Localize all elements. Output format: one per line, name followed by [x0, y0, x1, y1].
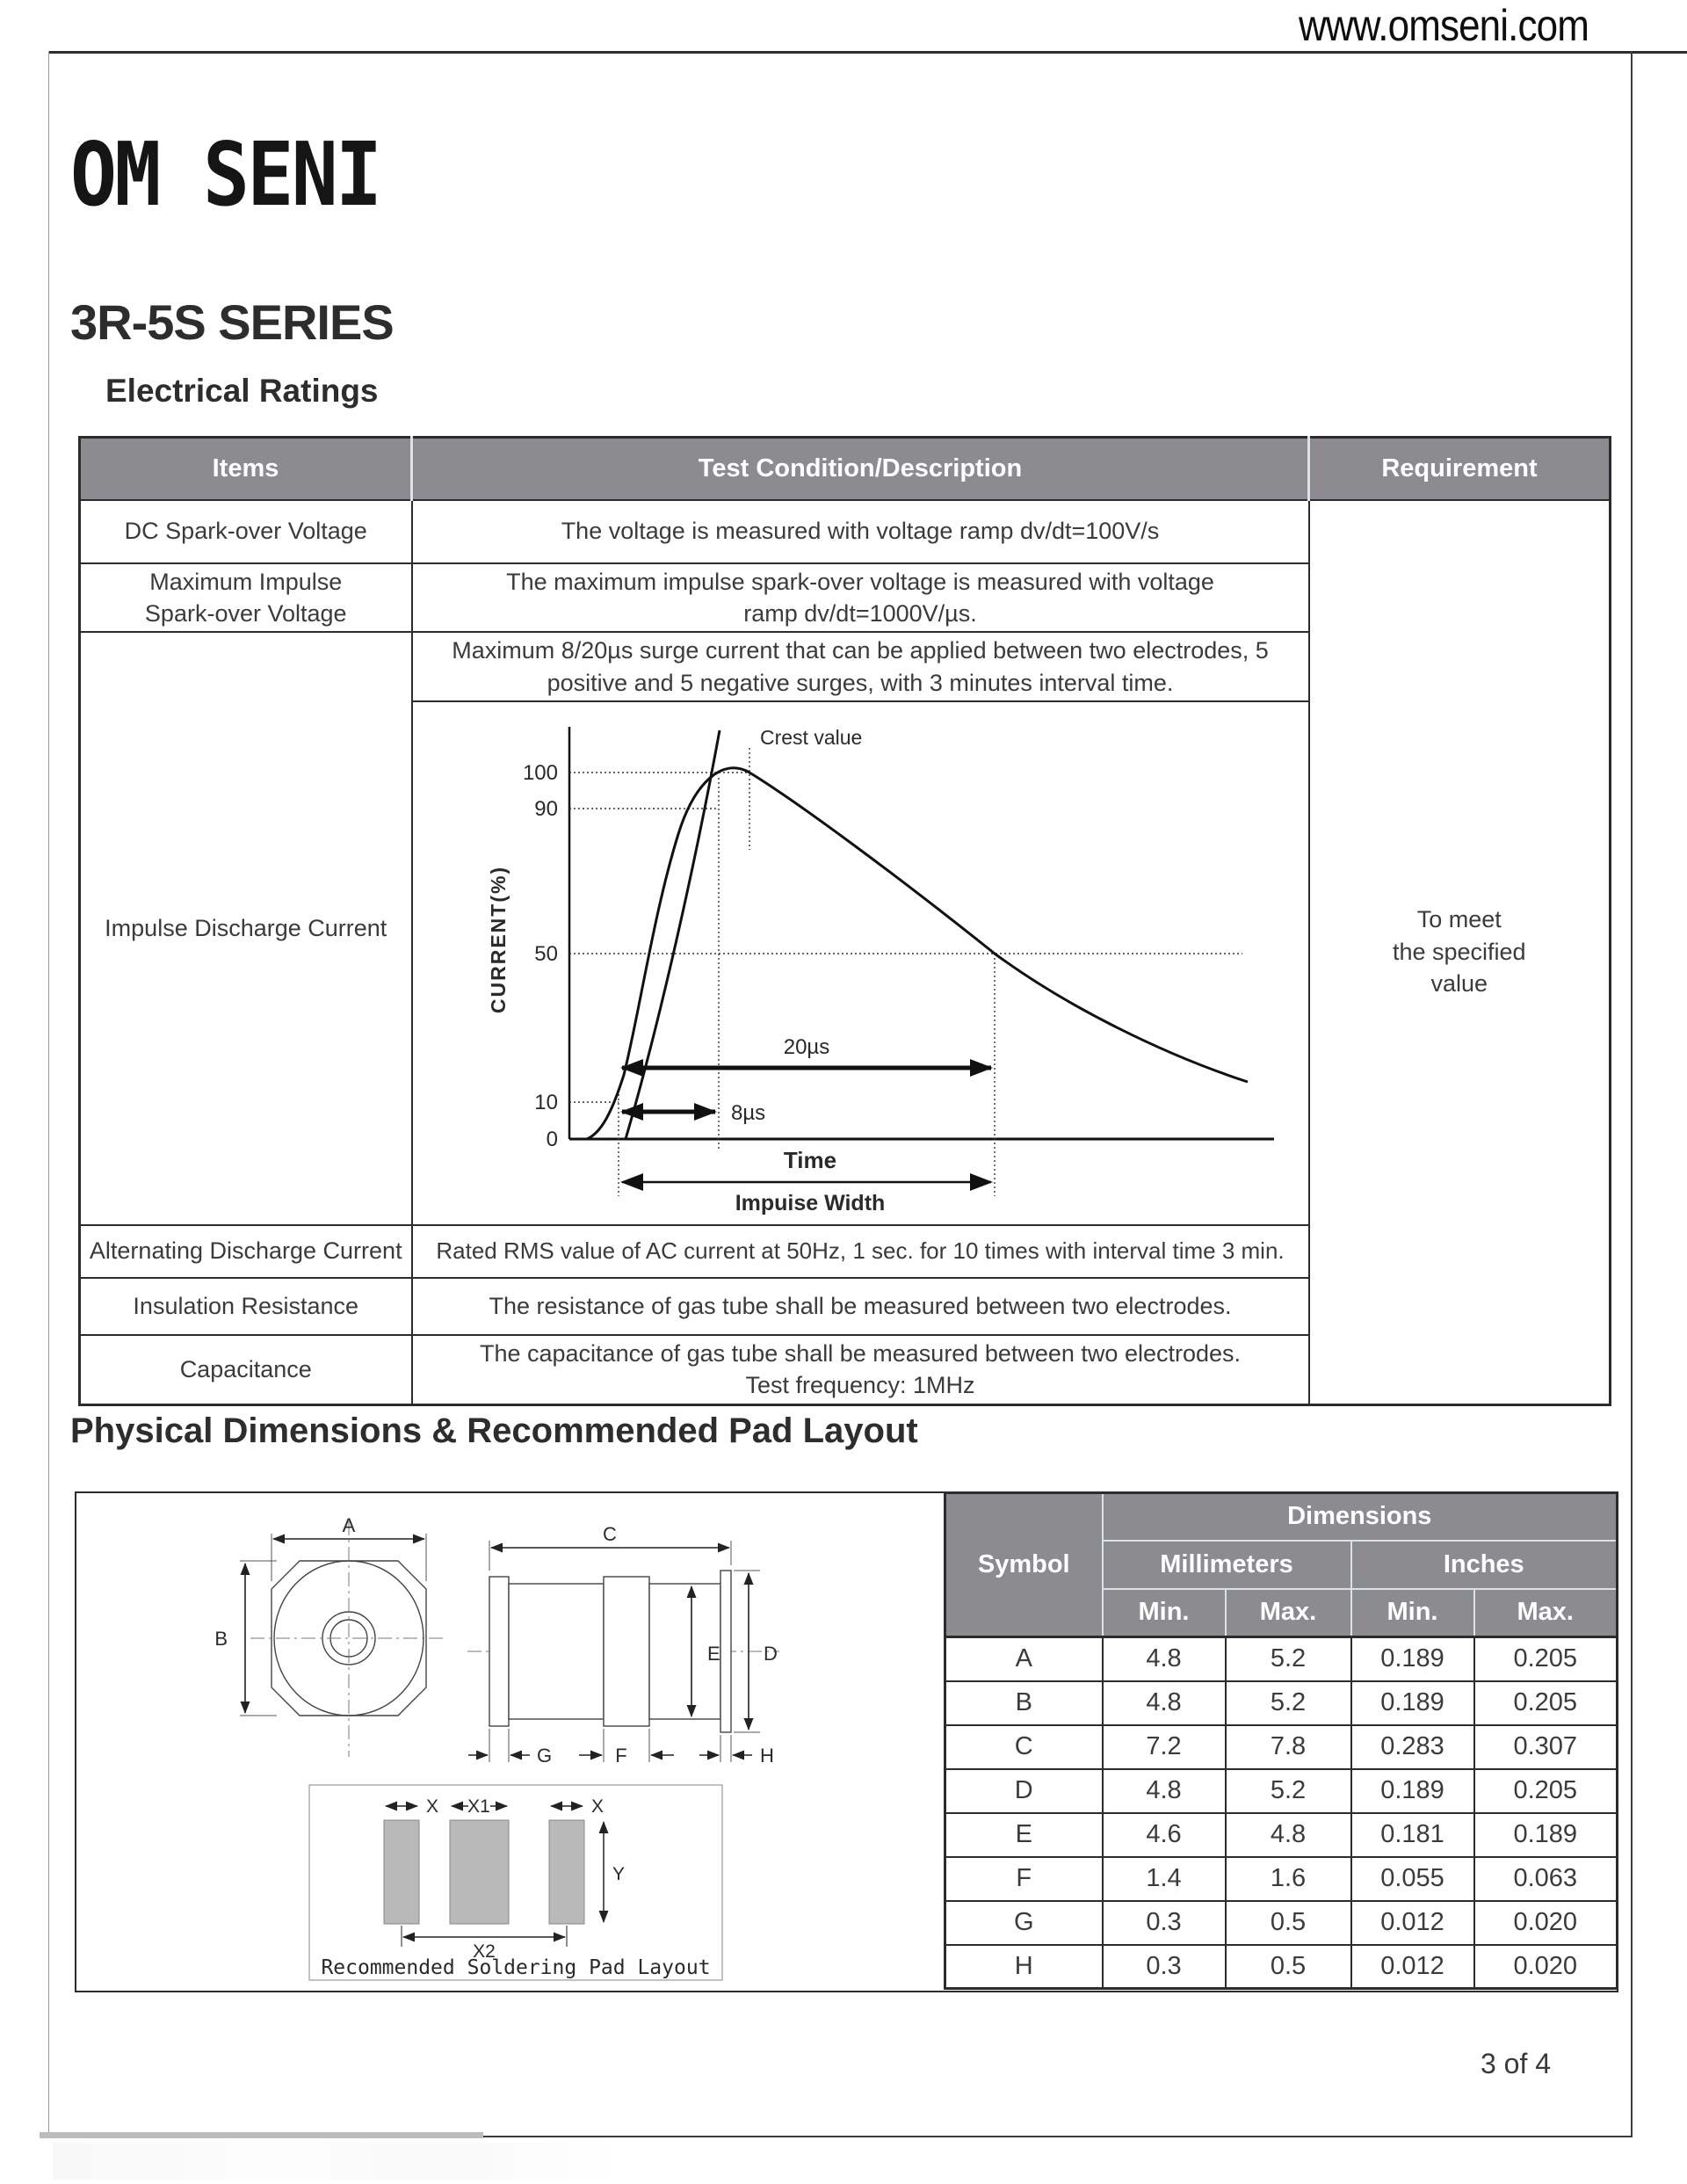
page-number: 3 of 4	[1480, 2048, 1552, 2079]
ytick-90: 90	[533, 797, 558, 822]
col-header-requirement: Requirement	[1309, 438, 1611, 500]
dim-symbol: D	[945, 1769, 1103, 1813]
dim-mm-max: 1.6	[1226, 1857, 1351, 1901]
dim-in-min: 0.055	[1351, 1857, 1474, 1901]
col-header-items: Items	[80, 438, 412, 500]
dim-mm-min: 0.3	[1103, 1901, 1226, 1945]
crest-value-label: Crest value	[759, 726, 862, 750]
dim-symbol: A	[945, 1637, 1103, 1681]
dim-label-f: F	[615, 1745, 627, 1767]
table-row	[945, 1945, 1618, 1989]
ratings-header-row	[80, 438, 1611, 500]
dims-header-in-max: Max.	[1474, 1589, 1618, 1637]
desc-impulse-discharge	[412, 632, 1309, 701]
item-impulse-discharge: Impulse Discharge Current	[80, 632, 412, 1224]
series-title: 3R-5S SERIES	[70, 294, 394, 350]
ytick-10: 10	[533, 1091, 558, 1115]
dim-symbol: E	[945, 1813, 1103, 1857]
item-line: Maximum Impulse	[149, 568, 343, 595]
dim-mm-min: 4.8	[1103, 1681, 1226, 1725]
dim-label-a: A	[342, 1514, 356, 1536]
website-url: www.omseni.com	[1299, 1, 1589, 50]
dims-header-mm-min: Min.	[1103, 1589, 1226, 1637]
item-dc-sparkover: DC Spark-over Voltage	[80, 500, 412, 563]
y-axis-label: CURRENT(%)	[486, 866, 510, 1014]
dim-mm-max: 5.2	[1226, 1681, 1351, 1725]
dim-mm-min: 1.4	[1103, 1857, 1226, 1901]
dim-mm-max: 0.5	[1226, 1901, 1351, 1945]
dim-mm-max: 4.8	[1226, 1813, 1351, 1857]
dims-header-mm-max: Max.	[1226, 1589, 1351, 1637]
dims-header-symbol: Symbol	[945, 1493, 1103, 1637]
dim-symbol: H	[945, 1945, 1103, 1989]
dim-in-max: 0.205	[1474, 1681, 1618, 1725]
dim-symbol: C	[945, 1725, 1103, 1769]
table-row	[80, 500, 1611, 563]
pad-label-x: X	[591, 1796, 605, 1817]
pad-layout-caption: Recommended Soldering Pad Layout	[321, 1956, 711, 1979]
dim-symbol: F	[945, 1857, 1103, 1901]
dim-label-c: C	[603, 1523, 617, 1545]
table-row	[945, 1637, 1618, 1681]
table-row	[945, 1857, 1618, 1901]
dim-in-min: 0.283	[1351, 1725, 1474, 1769]
x-axis-label: Time	[783, 1147, 836, 1174]
dim-in-min: 0.181	[1351, 1813, 1474, 1857]
dim-label-d: D	[764, 1643, 778, 1665]
table-row	[945, 1681, 1618, 1725]
desc-line: The capacitance of gas tube shall be measured between two electrodes.	[479, 1339, 1242, 1367]
item-line: Spark-over Voltage	[144, 599, 347, 627]
scan-artifact-noise	[53, 2143, 615, 2180]
physical-dimensions-heading: Physical Dimensions & Recommended Pad Layout	[70, 1411, 918, 1450]
pad-label-y: Y	[612, 1864, 626, 1884]
dim-in-max: 0.205	[1474, 1637, 1618, 1681]
impulse-width-label: Impuise Width	[735, 1191, 885, 1216]
desc-insulation-resistance: The resistance of gas tube shall be measured between two electrodes.	[412, 1278, 1309, 1335]
dims-header-millimeters: Millimeters	[1103, 1541, 1351, 1589]
table-row	[945, 1725, 1618, 1769]
waveform-chart-svg	[415, 702, 1307, 1215]
pad-label-x: X	[426, 1796, 439, 1817]
requirement-line: the specified	[1392, 938, 1526, 965]
desc-line: Test frequency: 1MHz	[745, 1372, 975, 1399]
item-capacitance: Capacitance	[80, 1335, 412, 1404]
dim-mm-min: 4.8	[1103, 1637, 1226, 1681]
dim-in-max: 0.307	[1474, 1725, 1618, 1769]
desc-alternating-discharge: Rated RMS value of AC current at 50Hz, 1 sec. for 10 times with interval time 3 min.	[412, 1225, 1309, 1278]
dim-in-max: 0.205	[1474, 1769, 1618, 1813]
dim-label-b: B	[214, 1628, 228, 1650]
desc-line: ramp dv/dt=1000V/µs.	[743, 599, 977, 627]
desc-max-impulse	[412, 563, 1309, 633]
dim-mm-min: 4.6	[1103, 1813, 1226, 1857]
dim-in-max: 0.063	[1474, 1857, 1618, 1901]
dim-mm-max: 5.2	[1226, 1769, 1351, 1813]
requirement-line: To meet	[1416, 906, 1502, 933]
impulse-waveform-chart	[412, 701, 1309, 1224]
desc-line: positive and 5 negative surges, with 3 minutes interval time.	[547, 669, 1174, 696]
pad-label-x2: X2	[473, 1941, 496, 1962]
ytick-50: 50	[533, 942, 558, 967]
dim-mm-min: 0.3	[1103, 1945, 1226, 1989]
dim-in-max: 0.020	[1474, 1901, 1618, 1945]
dim-in-min: 0.012	[1351, 1945, 1474, 1989]
solder-pads	[384, 1820, 584, 1924]
item-insulation-resistance: Insulation Resistance	[80, 1278, 412, 1335]
dim-in-min: 0.012	[1351, 1901, 1474, 1945]
label-8us: 8µs	[730, 1101, 765, 1126]
dims-header-dimensions: Dimensions	[1103, 1493, 1618, 1541]
col-header-test-condition: Test Condition/Description	[412, 438, 1309, 500]
dimensions-table	[944, 1491, 1618, 1990]
electrical-ratings-table	[78, 436, 1611, 1406]
dim-mm-min: 4.8	[1103, 1769, 1226, 1813]
scan-artifact-bar	[40, 2132, 483, 2138]
dim-label-h: H	[760, 1745, 774, 1767]
ytick-100: 100	[522, 761, 558, 786]
company-logo: OM SENI	[70, 123, 380, 226]
table-row	[945, 1769, 1618, 1813]
dim-symbol: B	[945, 1681, 1103, 1725]
dim-label-g: G	[537, 1745, 553, 1767]
dim-label-e: E	[707, 1643, 720, 1665]
item-max-impulse	[80, 563, 412, 633]
pad-label-x1: X1	[467, 1796, 490, 1817]
voltage-ramp-curve	[626, 730, 720, 1139]
dim-mm-max: 0.5	[1226, 1945, 1351, 1989]
requirement-line: value	[1430, 970, 1488, 998]
dim-mm-min: 7.2	[1103, 1725, 1226, 1769]
dim-in-max: 0.020	[1474, 1945, 1618, 1989]
physical-dimensions-box	[75, 1491, 1618, 1992]
dim-in-min: 0.189	[1351, 1681, 1474, 1725]
table-row	[945, 1901, 1618, 1945]
desc-dc-sparkover: The voltage is measured with voltage ramp dv/dt=100V/s	[412, 500, 1309, 563]
dim-mm-max: 5.2	[1226, 1637, 1351, 1681]
dims-header-in-min: Min.	[1351, 1589, 1474, 1637]
desc-capacitance	[412, 1335, 1309, 1404]
pad-layout-box	[309, 1785, 722, 1980]
table-row	[945, 1813, 1618, 1857]
dim-in-min: 0.189	[1351, 1637, 1474, 1681]
dims-header-row	[945, 1493, 1618, 1541]
ytick-0: 0	[546, 1128, 558, 1152]
electrical-ratings-heading: Electrical Ratings	[105, 373, 379, 409]
desc-line: The maximum impulse spark-over voltage is measured with voltage	[506, 568, 1214, 595]
dims-header-inches: Inches	[1351, 1541, 1618, 1589]
dim-symbol: G	[945, 1901, 1103, 1945]
component-drawing-svg	[76, 1493, 945, 1987]
side-view-drawing	[489, 1571, 731, 1732]
label-20us: 20µs	[783, 1035, 829, 1060]
dim-mm-max: 7.8	[1226, 1725, 1351, 1769]
dim-in-max: 0.189	[1474, 1813, 1618, 1857]
dim-in-min: 0.189	[1351, 1769, 1474, 1813]
desc-line: Maximum 8/20µs surge current that can be applied between two electrodes, 5	[452, 637, 1269, 664]
item-alternating-discharge: Alternating Discharge Current	[80, 1225, 412, 1278]
requirement-cell	[1309, 500, 1611, 1405]
